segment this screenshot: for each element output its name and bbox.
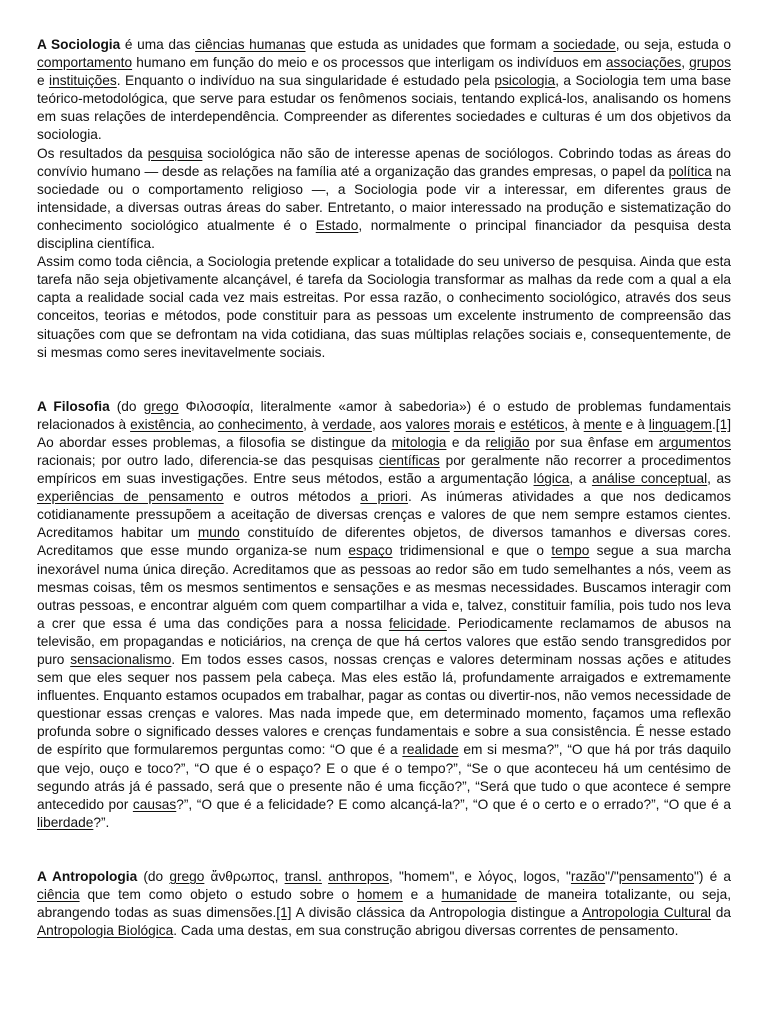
link-humanidade[interactable]: humanidade <box>441 887 517 903</box>
text-run: de maneira totalizante, ou seja, abrangendo todas as suas dimensões. <box>37 887 731 921</box>
link-cientificas[interactable]: científicas <box>378 452 440 468</box>
text-run: e <box>37 73 50 89</box>
text-run: , aos <box>371 416 406 432</box>
text-run: (do <box>137 868 170 884</box>
text-run: (do <box>109 398 144 414</box>
text-run: A divisão clássica da Antropologia distingue a <box>291 905 583 921</box>
text-run: , ou seja, estuda o <box>615 37 731 52</box>
text-run: ?”, “O que é a felicidade? E como alcançá-la?”, “O que é o certo e o errado?”, “O que é a <box>176 796 731 812</box>
link-1[interactable]: [1] <box>715 416 731 432</box>
text-run: e da <box>446 434 486 450</box>
text-run: . As inúmeras atividades a que nos dedicamos cotidianamente pressupõem a aceitação de diversas crenças e valores de que nem sempre estamos cientes. Acreditamos habitar um <box>37 489 732 541</box>
link-estado[interactable]: Estado <box>315 217 359 233</box>
text-run: ἄνθρωπος, <box>204 868 285 884</box>
link-anthropos[interactable]: anthropos <box>328 868 389 884</box>
text-run: na sociedade ou o comportamento religioso —, a Sociologia pode vir a interessar, em diferentes graus de intensidade, a diversas outras áreas do saber. Entretanto, o maior interessado na produção e sistematização do conhecimento sociológico atualmente é o <box>37 163 731 233</box>
text-run: ?”. <box>93 814 110 830</box>
text-run: , as <box>707 471 731 487</box>
link-felicidade[interactable]: felicidade <box>388 615 447 631</box>
text-run: humano em função do meio e os processos que interligam os indivíduos em <box>132 55 606 71</box>
link-liberdade[interactable]: liberdade <box>37 814 94 830</box>
text-run: , à <box>303 416 323 432</box>
text-run: constituído de diferentes objetos, de diversos tamanhos e diversas cores. Acreditamos que esse mundo organiza-se num <box>37 525 732 559</box>
link-a-priori[interactable]: a priori <box>360 489 408 505</box>
text-run: "/" <box>605 868 619 884</box>
antropologia-paragraph <box>37 868 731 940</box>
text-run: racionais; por outro lado, diferencia-se das pesquisas <box>37 452 379 468</box>
text-run: da <box>710 905 731 921</box>
link-sensacionalismo[interactable]: sensacionalismo <box>70 652 172 667</box>
link-antropologia-cultural[interactable]: Antropologia Cultural <box>582 905 711 921</box>
text-run: , a Sociologia tem uma base teórico-metodológica, que serve para estudar os fenômenos sociais, tentando explicá-los, analisando os homens em suas relações de interdependência. Compreender as diferentes sociedades e culturas é um dos objetivos da sociologia. <box>37 73 732 143</box>
link-antropologia-biologica[interactable]: Antropologia Biológica <box>37 923 174 939</box>
text-run: , "homem", e λόγος, logos, " <box>388 868 571 884</box>
link-tempo[interactable]: tempo <box>551 543 590 559</box>
link-1[interactable]: [1] <box>276 905 292 921</box>
sociologia-paragraph-3 <box>37 253 731 362</box>
link-sociedade[interactable]: sociedade <box>553 37 616 52</box>
text-run: , a <box>569 471 592 487</box>
link-existencia[interactable]: existência <box>130 416 191 432</box>
text-run: Os resultados da <box>37 145 148 161</box>
text-run: Assim como toda ciência, a Sociologia pretende explicar a totalidade do seu universo de pesquisa. Ainda que esta tarefa não seja objetivamente alcançável, é tarefa da Sociologia transformar as malhas da rede com a qual a ela capta a realidade social cada vez mais estreitas. Por essa razão, o conhecimento sociológico, através dos seus conceitos, teorias e métodos, pode constituir para as pessoas um excelente instrumento de compreensão das situações com que se defrontam na vida cotidiana, das suas múltiplas relações sociais e, consequentemente, de si mesmas como seres inevitavelmente sociais. <box>37 254 731 360</box>
text-run: , ao <box>191 416 218 432</box>
text-run: que tem como objeto o estudo sobre o <box>79 887 358 903</box>
text-run: . Enquanto o indivíduo na sua singularidade é estudado pela <box>116 73 495 89</box>
text-run: por sua ênfase em <box>529 434 659 450</box>
text-run: em si mesma?”, “O que há por trás daquilo que vejo, ouço e toco?”, “O que é o espaço? E o que é o tempo?”, “Se o que aconteceu há um centésimo de segundo atrás já é passado, será que o presente não é uma ficção?”, “Será que tudo o que acontece é sempre antecedido por <box>37 742 731 812</box>
text-run: ") é a <box>694 868 732 884</box>
link-homem[interactable]: homem <box>357 887 403 903</box>
filosofia-paragraph <box>37 398 731 832</box>
text-run: é uma das <box>120 37 196 52</box>
link-mente[interactable]: mente <box>583 416 622 432</box>
text-run: sociológica não são de interesse apenas de sociólogos. Cobrindo todas as áreas do convívio humano — desde as relações na família até a organização das grandes empresas, o papel da <box>37 145 731 179</box>
link-verdade[interactable]: verdade <box>322 416 372 432</box>
link-pensamento[interactable]: pensamento <box>618 868 695 884</box>
text-run: e a <box>402 887 442 903</box>
link-mitologia[interactable]: mitologia <box>391 434 447 450</box>
link-realidade[interactable]: realidade <box>402 742 459 758</box>
link-causas[interactable]: causas <box>132 796 177 812</box>
sociologia-paragraph-1 <box>37 36 731 145</box>
link-argumentos[interactable]: argumentos <box>658 434 731 450</box>
link-ciencia[interactable]: ciência <box>37 887 80 903</box>
text-run: . Periodicamente reclamamos de abusos na televisão, em propagandas e noticiários, na crença de que há certos valores que estão sendo transgredidos por puro <box>37 615 732 667</box>
link-pesquisa[interactable]: pesquisa <box>147 145 203 161</box>
link-grupos[interactable]: grupos <box>689 55 731 71</box>
link-conhecimento[interactable]: conhecimento <box>217 416 304 432</box>
sociologia-paragraph-2 <box>37 145 731 254</box>
link-morais[interactable]: morais <box>453 416 495 432</box>
link-grego[interactable]: grego <box>143 398 179 414</box>
link-psicologia[interactable]: psicologia <box>494 73 556 89</box>
link-espaco[interactable]: espaço <box>348 543 393 559</box>
link-grego[interactable]: grego <box>169 868 205 884</box>
link-experiencias-de-pensamento[interactable]: experiências de pensamento <box>37 489 224 505</box>
link-valores[interactable]: valores <box>405 416 450 432</box>
document-body <box>37 36 731 940</box>
text-run: segue a sua marcha inexorável numa única direção. Acreditamos que as pessoas ao redor são em tudo semelhantes a nós, veem as mesmas coisas, têm os mesmos sentimentos e sensações e as mesmas necessidades. Buscamos interagir com outras pessoas, e encontrar alguém com quem compartilhar a vida e, talvez, constituir família, pois tudo nos leva a crer que essa é uma das condições para a nossa <box>37 543 731 631</box>
link-razao[interactable]: razão <box>570 868 606 884</box>
link-associacoes[interactable]: associações <box>605 55 682 71</box>
text-run: e outros métodos <box>223 489 361 505</box>
link-politica[interactable]: política <box>668 163 712 179</box>
text-run: , <box>681 55 690 71</box>
link-analise-conceptual[interactable]: análise conceptual <box>591 471 708 487</box>
text-run: Φιλοσοφία, literalmente «amor à sabedoria») é o estudo de problemas fundamentais relacionados à <box>37 398 732 432</box>
text-run: Ao abordar esses problemas, a filosofia se distingue da <box>37 434 392 450</box>
link-linguagem[interactable]: linguagem <box>648 416 712 432</box>
link-religiao[interactable]: religião <box>485 434 530 450</box>
text-run: por geralmente não recorrer a procedimentos empíricos em suas investigações. Entre seus métodos, estão a argumentação <box>37 452 731 487</box>
text-run: , à <box>564 416 584 432</box>
section-heading: A Filosofia <box>37 398 110 414</box>
link-logica[interactable]: lógica <box>533 471 570 487</box>
link-esteticos[interactable]: estéticos <box>510 416 565 432</box>
link-instituicoes[interactable]: instituições <box>49 73 117 89</box>
text-run: tridimensional e que o <box>392 543 552 559</box>
link-comportamento[interactable]: comportamento <box>37 55 133 71</box>
section-heading: A Sociologia <box>37 37 121 52</box>
text-run: . Em todos esses casos, nossas crenças e valores determinam nossas ações e atitudes sem que eles sequer nos passem pela cabeça. Mas eles estão lá, profundamente arraigados e extremamente influentes. Enquanto estamos ocupados em trabalhar, pagar as contas ou divertir-nos, não vemos necessidade de questionar essas crenças e valores. Mas nada impede que, em determinado momento, façamos uma reflexão profunda sobre o significado desses valores e crenças fundamentais e sobre a sua consistência. É nesse estado de espírito que formularemos perguntas como: “O que é a <box>37 652 732 758</box>
link-transl[interactable]: transl. <box>284 868 322 884</box>
text-run: que estuda as unidades que formam a <box>305 37 554 52</box>
link-mundo[interactable]: mundo <box>197 525 240 541</box>
text-run: . Cada uma destas, em sua construção abrigou diversas correntes de pensamento. <box>173 923 679 939</box>
text-run: , normalmente o principal financiador da pesquisa desta disciplina científica. <box>37 217 731 252</box>
link-ciencias-humanas[interactable]: ciências humanas <box>195 37 306 52</box>
section-heading: A Antropologia <box>37 868 138 884</box>
text-run: . <box>711 416 716 432</box>
text-run: e <box>494 416 511 432</box>
text-run: e à <box>621 416 649 432</box>
